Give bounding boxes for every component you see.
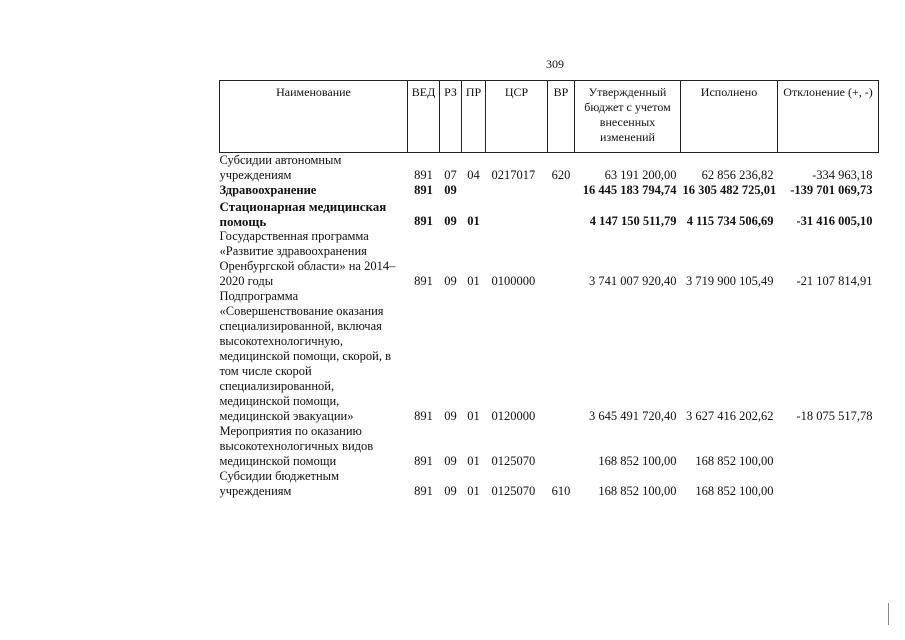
cell-pr: 01	[467, 274, 480, 288]
cell-pr: 01	[467, 484, 480, 498]
header-deviation: Отклонение (+, -)	[778, 81, 879, 153]
header-csr: ЦСР	[486, 81, 548, 153]
cell-pr: 04	[467, 168, 480, 182]
cell-approved: 3 645 491 720,40	[589, 409, 677, 423]
cell-rz: 09	[444, 214, 457, 228]
table-row	[220, 424, 879, 469]
cell-csr: 0100000	[491, 274, 536, 288]
cell-executed: 62 856 236,82	[701, 168, 774, 182]
cell-name: Подпрограмма «Совершенствование оказания специализированной, включая высокотехнологичную, медицинской помощи, скорой, в том числе скорой специализированной, медицинской помощи, медицинской эвакуации»	[219, 289, 391, 423]
cell-executed: 3 627 416 202,62	[686, 409, 774, 423]
cell-rz: 09	[444, 274, 457, 288]
header-rz: РЗ	[440, 81, 462, 153]
cell-approved: 168 852 100,00	[598, 484, 677, 498]
cell-ved: 891	[414, 409, 433, 423]
cell-pr	[462, 183, 486, 198]
cell-executed: 4 115 734 506,69	[686, 214, 774, 228]
cell-pr: 01	[467, 214, 480, 228]
cell-name: Мероприятия по оказанию высокотехнологичных видов медицинской помощи	[219, 424, 374, 468]
header-name: Наименование	[220, 81, 408, 153]
table-row	[220, 229, 879, 289]
table-row	[220, 153, 879, 184]
cell-csr: 0125070	[491, 484, 536, 498]
cell-deviation: -139 701 069,73	[790, 183, 873, 197]
cell-name: Стационарная медицинская помощь	[219, 199, 387, 229]
cell-name: Государственная программа «Развитие здравоохранения Оренбургской области» на 2014–2020 годы	[219, 229, 396, 288]
cell-ved: 891	[414, 274, 433, 288]
budget-table	[219, 80, 879, 499]
cell-deviation	[778, 469, 879, 499]
cell-csr	[486, 198, 548, 229]
cell-vr	[548, 289, 575, 424]
header-ved: ВЕД	[408, 81, 440, 153]
cell-rz: 09	[444, 409, 457, 423]
cell-csr: 0217017	[491, 168, 536, 182]
cell-rz: 07	[444, 168, 457, 182]
cell-deviation	[778, 424, 879, 469]
cell-approved: 4 147 150 511,79	[589, 214, 677, 228]
cell-rz: 09	[444, 454, 457, 468]
cell-executed: 168 852 100,00	[695, 454, 774, 468]
table-header-row	[220, 81, 879, 153]
margin-mark	[888, 603, 889, 625]
cell-ved: 891	[414, 168, 433, 182]
cell-deviation: -18 075 517,78	[796, 409, 873, 423]
cell-deviation: -31 416 005,10	[796, 214, 873, 228]
cell-vr	[548, 183, 575, 198]
cell-approved: 168 852 100,00	[598, 454, 677, 468]
cell-ved: 891	[414, 214, 433, 228]
header-vr: ВР	[548, 81, 575, 153]
cell-vr: 610	[551, 484, 571, 498]
cell-vr	[548, 424, 575, 469]
cell-name: Субсидии автономным учреждениям	[219, 153, 342, 182]
table-row	[220, 469, 879, 499]
page-number: 309	[546, 57, 564, 71]
cell-ved: 891	[414, 454, 433, 468]
cell-deviation: -21 107 814,91	[796, 274, 873, 288]
cell-approved: 3 741 007 920,40	[589, 274, 677, 288]
cell-executed: 168 852 100,00	[695, 484, 774, 498]
cell-vr: 620	[551, 168, 571, 182]
cell-name: Здравоохранение	[219, 183, 317, 197]
cell-csr	[486, 183, 548, 198]
cell-csr: 0120000	[491, 409, 536, 423]
cell-approved: 63 191 200,00	[604, 168, 677, 182]
cell-executed: 3 719 900 105,49	[686, 274, 774, 288]
cell-vr	[548, 198, 575, 229]
table-row	[220, 183, 879, 198]
cell-rz: 09	[444, 183, 457, 197]
cell-name: Субсидии бюджетным учреждениям	[219, 469, 339, 498]
cell-approved: 16 445 183 794,74	[582, 183, 677, 197]
cell-csr: 0125070	[491, 454, 536, 468]
cell-vr	[548, 229, 575, 289]
cell-ved: 891	[414, 183, 433, 197]
cell-pr: 01	[467, 454, 480, 468]
cell-executed: 16 305 482 725,01	[682, 183, 777, 197]
header-executed: Исполнено	[681, 81, 778, 153]
cell-pr: 01	[467, 409, 480, 423]
cell-ved: 891	[414, 484, 433, 498]
cell-deviation: -334 963,18	[812, 168, 873, 182]
cell-rz: 09	[444, 484, 457, 498]
table-row	[220, 289, 879, 424]
table-row	[220, 198, 879, 229]
header-pr: ПР	[462, 81, 486, 153]
header-approved: Утвержденный бюджет с учетом внесенных изменений	[575, 81, 681, 153]
